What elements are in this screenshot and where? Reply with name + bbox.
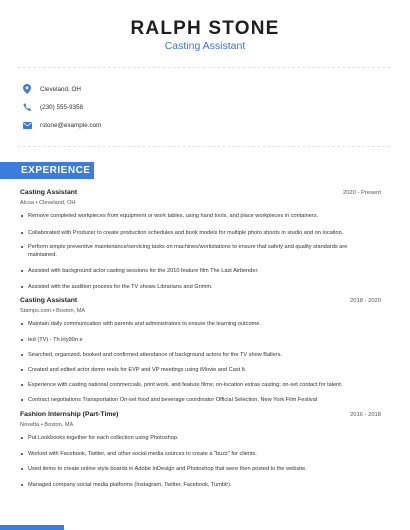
phone-icon: [22, 102, 32, 112]
job-company: Alcoa: [20, 200, 34, 206]
job-location: Boston, MA: [44, 422, 74, 428]
job-title: Casting Assistant: [20, 189, 78, 196]
contact-location: [22, 82, 81, 96]
bullet-item: Managed company social media platforms (Instagram, Twitter, Facebook, Tumblr).: [20, 481, 232, 489]
meta-separator: •: [40, 422, 45, 428]
experience-heading: EXPERIENCE: [0, 162, 94, 179]
job-company: Stamps.com: [20, 308, 52, 314]
contact-divider: [18, 146, 390, 147]
job-date: 2016 - 2018: [350, 412, 381, 418]
bullet-item: ted (TV) - Th irty90n e: [20, 336, 83, 344]
bullet-item: Used items to create online style boards in Adobe InDesign and Photoshop that were then posted to the website.: [20, 465, 307, 473]
header-divider: [18, 67, 390, 68]
contact-email: [22, 118, 101, 132]
envelope-icon: [22, 120, 32, 130]
location-pin-icon: [22, 84, 32, 94]
bullet-item: Contract negotiations Transportation On-set food and beverage coordinator Official Selection, New York Film Festival: [20, 396, 317, 404]
job-date: 2020 - Present: [342, 190, 381, 196]
bullet-item: Perform simple preventive maintenance/servicing tasks on machines/workstations to ensure that safety and quality standards are maintained.: [20, 243, 368, 259]
job-company-location: [20, 200, 75, 206]
email-text[interactable]: rstone@example.com: [40, 121, 102, 129]
job-title: Casting Assistant: [20, 297, 78, 304]
job-title: Fashion Internship (Part-Time): [20, 411, 119, 418]
candidate-role: Casting Assistant: [164, 40, 246, 52]
contact-phone: [22, 100, 83, 114]
location-text: Cleveland, OH: [40, 85, 81, 93]
bullet-item: Worked with Facebook, Twitter, and other social media sources to create a "buzz" for clients.: [20, 450, 257, 458]
job-company-location: [20, 422, 73, 428]
bullet-item: Experience with casting national commercials, print work, and feature films; on-location extras casting; on-set contact for talent.: [20, 381, 342, 389]
phone-text: (230) 555-9358: [40, 103, 84, 111]
meta-separator: •: [52, 308, 57, 314]
meta-separator: •: [35, 200, 40, 206]
job-company-location: [20, 308, 85, 314]
job-location: Boston, MA: [56, 308, 86, 314]
job-company: Novetta: [20, 422, 40, 428]
bullet-item: Collaborated with Producer to create production schedules and book models for multiple photo shoots in studio and on location.: [20, 229, 343, 237]
next-section-heading-bar: [0, 525, 64, 530]
candidate-name: RALPH STONE: [130, 18, 280, 39]
job-location: Cleveland, OH: [39, 200, 76, 206]
bullet-item: Assisted with background actor casting sessions for the 2010 feature film The Last Airbender.: [20, 267, 259, 275]
bullet-item: Put Lookbooks together for each collection using Photoshop.: [20, 434, 179, 442]
bullet-item: Created and edited actor demo reels for EVP and VP meetings using iMovie and Cast It.: [20, 366, 246, 374]
job-date: 2018 - 2020: [350, 298, 381, 304]
bullet-item: Assisted with the audition process for the TV shows Librarians and Grimm.: [20, 283, 213, 291]
bullet-item: Remove completed workpieces from equipment or work tables, using hand tools, and place workpieces in containers.: [20, 212, 318, 220]
bullet-item: Searched, organized, booked and confirmed attendance of background actors for the TV show Ballers.: [20, 351, 282, 359]
bullet-item: Maintain daily communication with parents and administrators to ensure the learning outcome.: [20, 320, 261, 328]
